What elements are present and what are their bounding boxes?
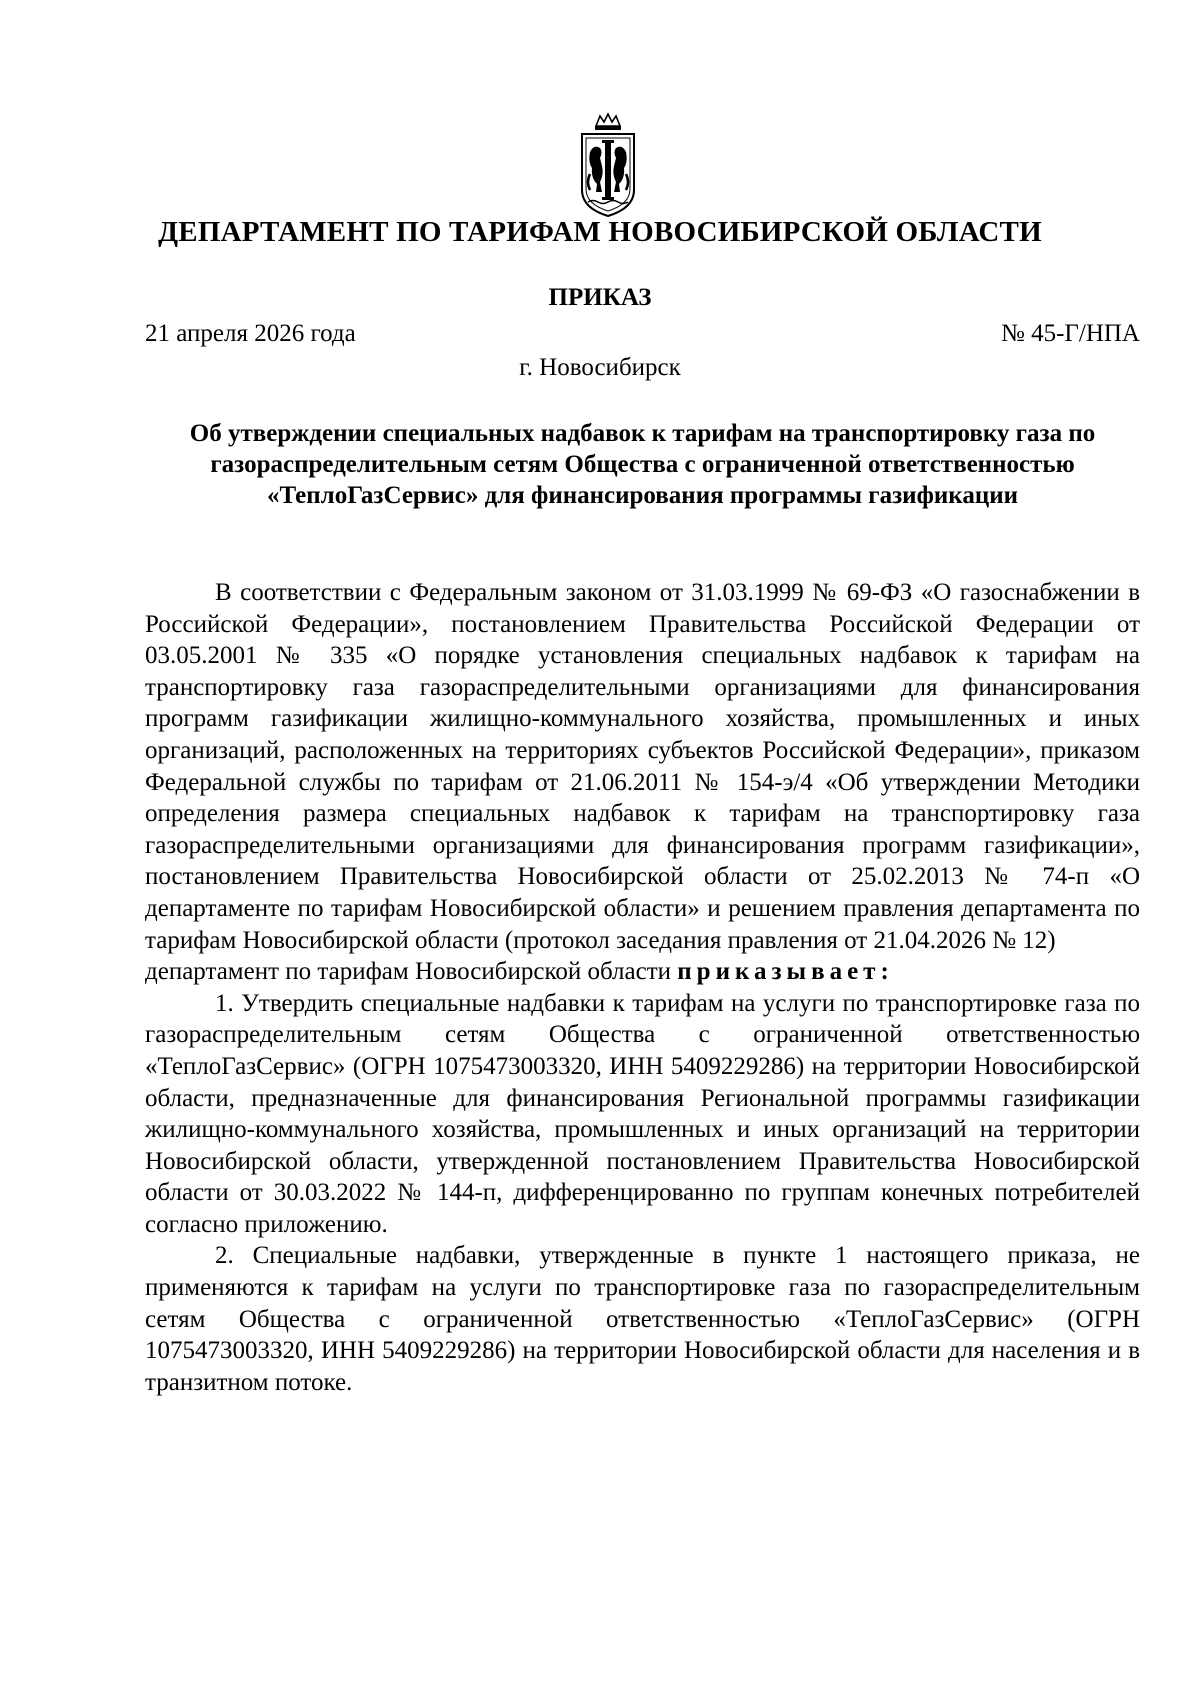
- item-1-paragraph: 1. Утвердить специальные надбавки к тарифам на услуги по транспортировке газа по газораспределительным сетям Общества с ограниченной ответственностью «ТеплоГазСервис» (ОГРН 1075473003320, ИНН 5409229286) на территории Новосибирской области, предназначенные для финансирования Региональной программы газификации жилищно-коммунального хозяйства, промышленных и иных организаций на территории Новосибирской области, утвержденной постановлением Правительства Новосибирской области от 30.03.2022 № 144-п, дифференцированно по группам конечных потребителей согласно приложению.: [145, 989, 1140, 1238]
- item-2-paragraph: 2. Специальные надбавки, утвержденные в пункте 1 настоящего приказа, не применяются к тарифам на услуги по транспортировке газа по газораспределительным сетям Общества с ограниченной ответственностью «ТеплоГазСервис» (ОГРН 1075473003320, ИНН 5409229286) на территории Новосибирской области для населения и в транзитном потоке.: [145, 1242, 1140, 1396]
- ordering-prefix: департамент по тарифам Новосибирской области: [145, 958, 678, 986]
- ordering-word: приказывает:: [677, 958, 894, 986]
- preamble-paragraph: В соответствии с Федеральным законом от 31.03.1999 № 69-ФЗ «О газоснабжении в Российской Федерации», постановлением Правительства Российской Федерации от 03.05.2001 № 335 «О порядке установления специальных надбавок к тарифам на транспортировку газа газораспределительными организациями для финансирования программ газификации жилищно-коммунального хозяйства, промышленных и иных организаций, расположенных на территориях субъектов Российской Федерации», приказом Федеральной службы по тарифам от 21.06.2011 № 154-э/4 «Об утверждении Методики определения размера специальных надбавок к тарифам на транспортировку газа газораспределительными организациями для финансирования программ газификации», постановлением Правительства Новосибирской области от 25.02.2013 № 74-п «О департаменте по тарифам Новосибирской области» и решением правления департамента по тарифам Новосибирской области (протокол заседания правления от 21.04.2026 № 12): [145, 579, 1140, 954]
- ordering-clause: [145, 956, 1140, 988]
- order-number: № 45-Г/НПА: [1001, 320, 1140, 347]
- department-name: ДЕПАРТАМЕНТ ПО ТАРИФАМ НОВОСИБИРСКОЙ ОБЛАСТИ: [158, 216, 1042, 248]
- order-body: [145, 577, 1140, 1398]
- coat-of-arms-emblem: [578, 112, 638, 220]
- order-date: 21 апреля 2026 года: [145, 320, 356, 347]
- document-type: ПРИКАЗ: [548, 284, 652, 311]
- order-city: г. Новосибирск: [519, 354, 681, 381]
- order-subject: Об утверждении специальных надбавок к тарифам на транспортировку газа по газораспределительным сетям Общества с ограниченной ответственностью «ТеплоГазСервис» для финансирования программы газификации: [189, 420, 1096, 509]
